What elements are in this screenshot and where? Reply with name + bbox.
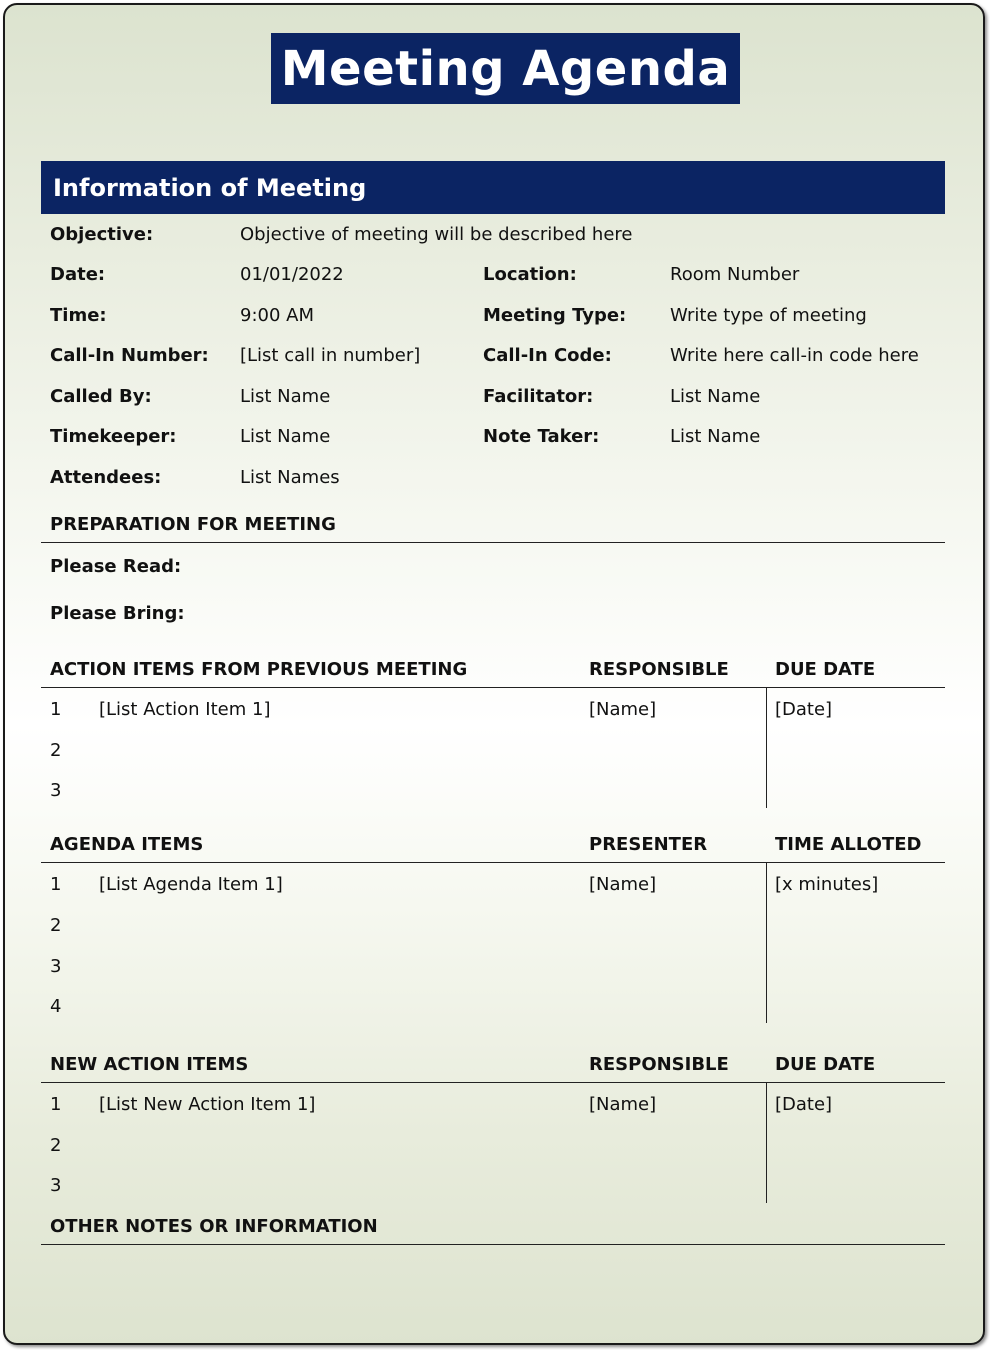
call-in-code-value: Write here call-in code here xyxy=(670,345,919,366)
attendees-label: Attendees: xyxy=(50,467,162,488)
prev-action-number: 2 xyxy=(50,740,62,761)
agenda-time-allotted: [x minutes] xyxy=(775,874,879,895)
new-actions-responsible-header: RESPONSIBLE xyxy=(589,1054,729,1075)
time-label: Time: xyxy=(50,305,107,326)
other-notes-divider xyxy=(41,1244,945,1245)
prev-actions-divider xyxy=(41,687,945,688)
other-notes-heading: OTHER NOTES OR INFORMATION xyxy=(50,1216,378,1237)
new-actions-column-divider xyxy=(766,1083,767,1203)
title-banner xyxy=(271,33,740,104)
location-value: Room Number xyxy=(670,264,800,285)
prev-actions-heading: ACTION ITEMS FROM PREVIOUS MEETING xyxy=(50,659,468,680)
new-action-item: [List New Action Item 1] xyxy=(99,1094,316,1115)
agenda-column-divider xyxy=(766,863,767,1023)
new-action-number: 2 xyxy=(50,1135,62,1156)
new-actions-due-date-header: DUE DATE xyxy=(775,1054,876,1075)
prev-actions-due-date-header: DUE DATE xyxy=(775,659,876,680)
meeting-type-label: Meeting Type: xyxy=(483,305,627,326)
new-actions-heading: NEW ACTION ITEMS xyxy=(50,1054,249,1075)
agenda-heading: AGENDA ITEMS xyxy=(50,834,204,855)
objective-label: Objective: xyxy=(50,224,154,245)
objective-value: Objective of meeting will be described here xyxy=(240,224,633,245)
prev-action-responsible: [Name] xyxy=(589,699,657,720)
call-in-code-label: Call-In Code: xyxy=(483,345,612,366)
agenda-page xyxy=(3,3,985,1345)
new-action-due-date: [Date] xyxy=(775,1094,833,1115)
prev-action-due-date: [Date] xyxy=(775,699,833,720)
agenda-item: [List Agenda Item 1] xyxy=(99,874,283,895)
preparation-divider xyxy=(41,542,945,543)
location-label: Location: xyxy=(483,264,577,285)
info-section-header xyxy=(41,161,945,214)
agenda-number: 4 xyxy=(50,996,62,1017)
prev-actions-responsible-header: RESPONSIBLE xyxy=(589,659,729,680)
agenda-time-header: TIME ALLOTED xyxy=(775,834,922,855)
prev-action-item: [List Action Item 1] xyxy=(99,699,271,720)
new-action-number: 1 xyxy=(50,1094,62,1115)
new-action-number: 3 xyxy=(50,1175,62,1196)
prev-action-number: 3 xyxy=(50,780,62,801)
facilitator-label: Facilitator: xyxy=(483,386,594,407)
timekeeper-value: List Name xyxy=(240,426,331,447)
agenda-number: 3 xyxy=(50,956,62,977)
call-in-number-label: Call-In Number: xyxy=(50,345,209,366)
date-value: 01/01/2022 xyxy=(240,264,344,285)
new-action-responsible: [Name] xyxy=(589,1094,657,1115)
note-taker-value: List Name xyxy=(670,426,761,447)
call-in-number-value: [List call in number] xyxy=(240,345,421,366)
date-label: Date: xyxy=(50,264,106,285)
agenda-number: 1 xyxy=(50,874,62,895)
new-actions-divider xyxy=(41,1082,945,1083)
called-by-label: Called By: xyxy=(50,386,152,407)
preparation-heading: PREPARATION FOR MEETING xyxy=(50,514,336,535)
agenda-divider xyxy=(41,862,945,863)
note-taker-label: Note Taker: xyxy=(483,426,600,447)
page-title: Meeting Agenda xyxy=(280,40,731,97)
timekeeper-label: Timekeeper: xyxy=(50,426,177,447)
attendees-value: List Names xyxy=(240,467,340,488)
meeting-type-value: Write type of meeting xyxy=(670,305,867,326)
facilitator-value: List Name xyxy=(670,386,761,407)
time-value: 9:00 AM xyxy=(240,305,314,326)
prev-action-number: 1 xyxy=(50,699,62,720)
agenda-presenter: [Name] xyxy=(589,874,657,895)
agenda-presenter-header: PRESENTER xyxy=(589,834,708,855)
info-section-title: Information of Meeting xyxy=(53,173,367,202)
please-read-label: Please Read: xyxy=(50,556,182,577)
called-by-value: List Name xyxy=(240,386,331,407)
prev-actions-column-divider xyxy=(766,688,767,808)
please-bring-label: Please Bring: xyxy=(50,603,185,624)
agenda-number: 2 xyxy=(50,915,62,936)
